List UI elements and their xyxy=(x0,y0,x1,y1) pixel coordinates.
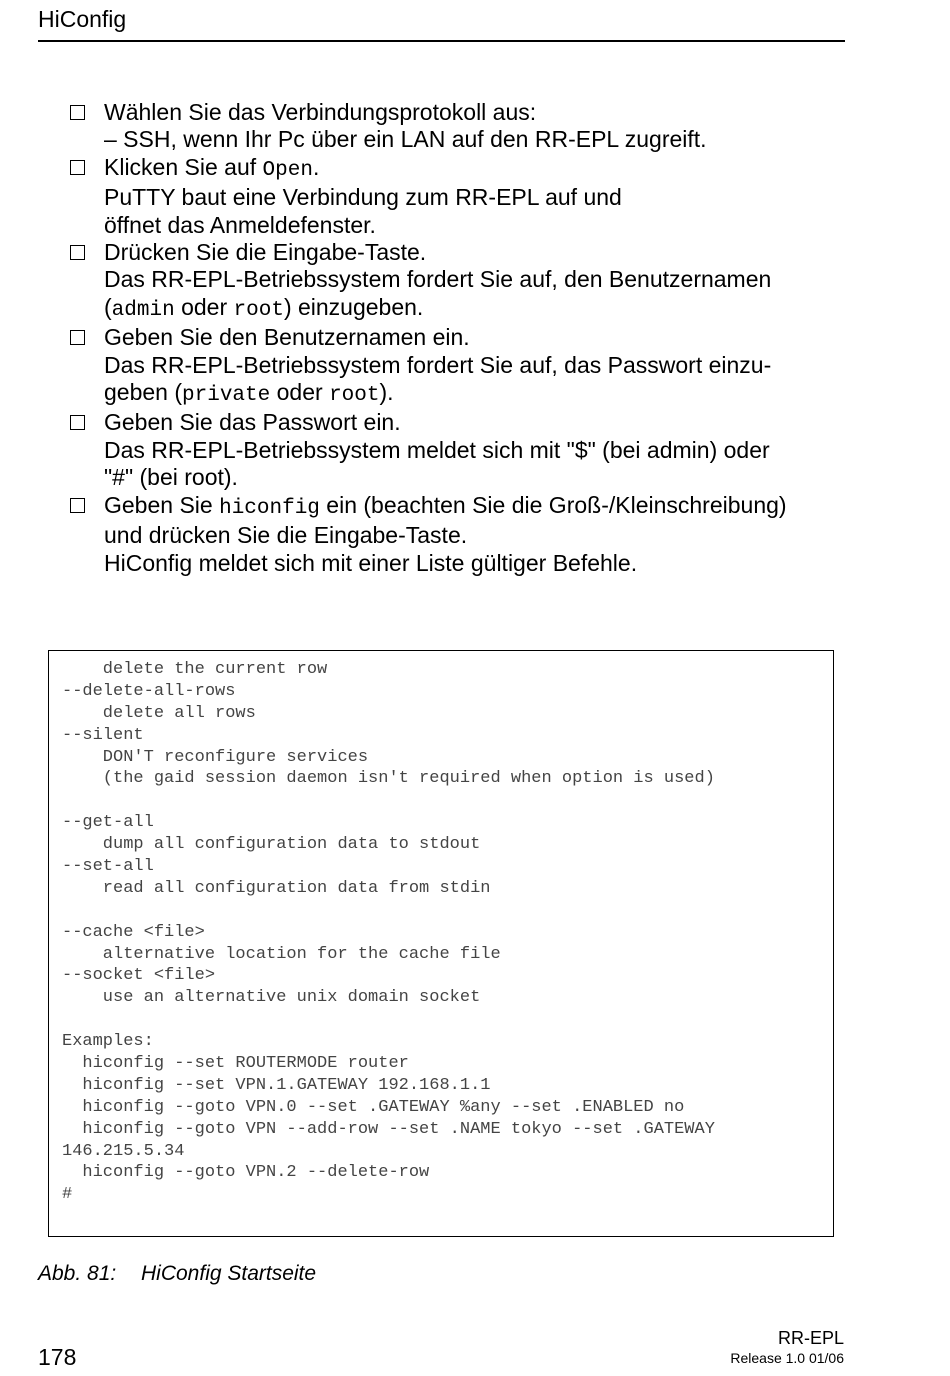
step-line xyxy=(104,239,850,266)
step-text xyxy=(104,99,850,154)
text-segment: "#" (bei root). xyxy=(104,464,238,491)
text-segment: ). xyxy=(379,379,394,406)
checkbox-icon xyxy=(70,245,85,260)
terminal-line: --cache <file> xyxy=(62,922,205,942)
text-segment: Das RR-EPL-Betriebssystem fordert Sie auf, das Passwort einzu- xyxy=(104,351,772,378)
terminal-line: (the gaid session daemon isn't required when option is used) xyxy=(62,769,715,789)
text-segment: Geben Sie den Benutzernamen ein. xyxy=(104,324,470,351)
text-segment: HiConfig meldet sich mit einer Liste gültiger Befehle. xyxy=(104,549,638,576)
figure-caption xyxy=(38,1262,316,1286)
step-line xyxy=(104,437,850,464)
step-line xyxy=(104,352,850,379)
step-line xyxy=(104,550,850,577)
terminal-line: hiconfig --set ROUTERMODE router xyxy=(62,1054,409,1074)
checkbox-icon xyxy=(70,105,85,120)
terminal-line: # xyxy=(62,1185,73,1205)
code-text: Open xyxy=(262,158,313,182)
header-divider xyxy=(38,40,845,42)
checkbox-icon xyxy=(70,330,85,345)
terminal-line: --get-all xyxy=(62,813,154,833)
terminal-line: alternative location for the cache file xyxy=(62,944,501,964)
terminal-line: use an alternative unix domain socket xyxy=(62,988,481,1008)
text-segment: ( xyxy=(104,293,112,320)
checkbox-icon xyxy=(70,498,85,513)
terminal-line: --silent xyxy=(62,725,144,745)
terminal-line: --socket <file> xyxy=(62,966,216,986)
terminal-output-box xyxy=(48,650,834,1237)
terminal-line: 146.215.5.34 xyxy=(62,1141,185,1161)
step-line xyxy=(104,184,850,211)
text-segment: Geben Sie xyxy=(104,491,220,518)
text-segment: und drücken Sie die Eingabe-Taste. xyxy=(104,522,468,549)
code-text: root xyxy=(233,298,284,322)
instruction-step xyxy=(70,154,850,239)
code-text: private xyxy=(182,384,271,408)
text-segment: geben ( xyxy=(104,379,183,406)
step-text xyxy=(104,492,850,577)
step-line xyxy=(104,324,850,351)
code-text: root xyxy=(329,384,380,408)
text-segment: Das RR-EPL-Betriebssystem meldet sich mit "$" (bei admin) oder xyxy=(104,436,770,463)
terminal-line: hiconfig --set VPN.1.GATEWAY 192.168.1.1 xyxy=(62,1075,491,1095)
text-segment: Geben Sie das Passwort ein. xyxy=(104,409,401,436)
text-segment: oder xyxy=(174,293,234,320)
step-line xyxy=(104,294,850,324)
text-segment: öffnet das Anmeldefenster. xyxy=(104,211,376,238)
terminal-line xyxy=(62,790,833,812)
instruction-step xyxy=(70,239,850,324)
terminal-line xyxy=(62,900,833,922)
text-segment: oder xyxy=(270,379,330,406)
instruction-steps xyxy=(70,99,850,577)
step-line xyxy=(104,212,850,239)
figure-number: Abb. 81: xyxy=(38,1262,117,1285)
text-segment: Klicken Sie auf xyxy=(104,153,263,180)
checkbox-icon xyxy=(70,415,85,430)
instruction-step xyxy=(70,492,850,577)
step-line xyxy=(104,99,850,126)
figure-title: HiConfig Startseite xyxy=(141,1262,317,1285)
footer-release: Release 1.0 01/06 xyxy=(730,1350,844,1366)
step-line xyxy=(104,379,850,409)
terminal-line: hiconfig --goto VPN.0 --set .GATEWAY %any --set .ENABLED no xyxy=(62,1097,685,1117)
code-text: hiconfig xyxy=(219,496,320,520)
code-text: admin xyxy=(111,298,175,322)
instruction-step xyxy=(70,99,850,154)
terminal-line: --set-all xyxy=(62,857,154,877)
step-text xyxy=(104,239,850,324)
step-line xyxy=(104,464,850,491)
step-text xyxy=(104,409,850,491)
terminal-line: --delete-all-rows xyxy=(62,681,236,701)
terminal-line: delete all rows xyxy=(62,703,256,723)
page-number: 178 xyxy=(38,1344,77,1370)
terminal-line: dump all configuration data to stdout xyxy=(62,835,481,855)
text-segment: Das RR-EPL-Betriebssystem fordert Sie auf, den Benutzernamen xyxy=(104,266,772,293)
text-segment: – SSH, wenn Ihr Pc über ein LAN auf den RR-EPL zugreift. xyxy=(104,126,707,153)
text-segment: Drücken Sie die Eingabe-Taste. xyxy=(104,239,427,266)
terminal-line: hiconfig --goto VPN.2 --delete-row xyxy=(62,1163,430,1183)
step-line xyxy=(104,492,850,522)
step-line xyxy=(104,522,850,549)
terminal-line: hiconfig --goto VPN --add-row --set .NAME tokyo --set .GATEWAY xyxy=(62,1119,715,1139)
text-segment: . xyxy=(312,153,320,180)
step-text xyxy=(104,324,850,409)
terminal-line: read all configuration data from stdin xyxy=(62,878,491,898)
terminal-line xyxy=(62,1009,833,1031)
footer-product: RR-EPL xyxy=(777,1328,844,1348)
text-segment: ein (beachten Sie die Groß-/Kleinschreibung) xyxy=(319,491,787,518)
terminal-line: DON'T reconfigure services xyxy=(62,747,369,767)
text-segment: PuTTY baut eine Verbindung zum RR-EPL auf und xyxy=(104,184,622,211)
step-line xyxy=(104,266,850,293)
terminal-line: delete the current row xyxy=(62,660,328,679)
step-text xyxy=(104,154,850,239)
text-segment: Wählen Sie das Verbindungsprotokoll aus: xyxy=(104,99,537,125)
header-title: HiConfig xyxy=(38,6,127,32)
checkbox-icon xyxy=(70,160,85,175)
step-line xyxy=(104,126,850,153)
step-line xyxy=(104,154,850,184)
instruction-step xyxy=(70,324,850,409)
instruction-step xyxy=(70,409,850,491)
step-line xyxy=(104,409,850,436)
text-segment: ) einzugeben. xyxy=(283,293,424,320)
terminal-line: Examples: xyxy=(62,1032,154,1052)
